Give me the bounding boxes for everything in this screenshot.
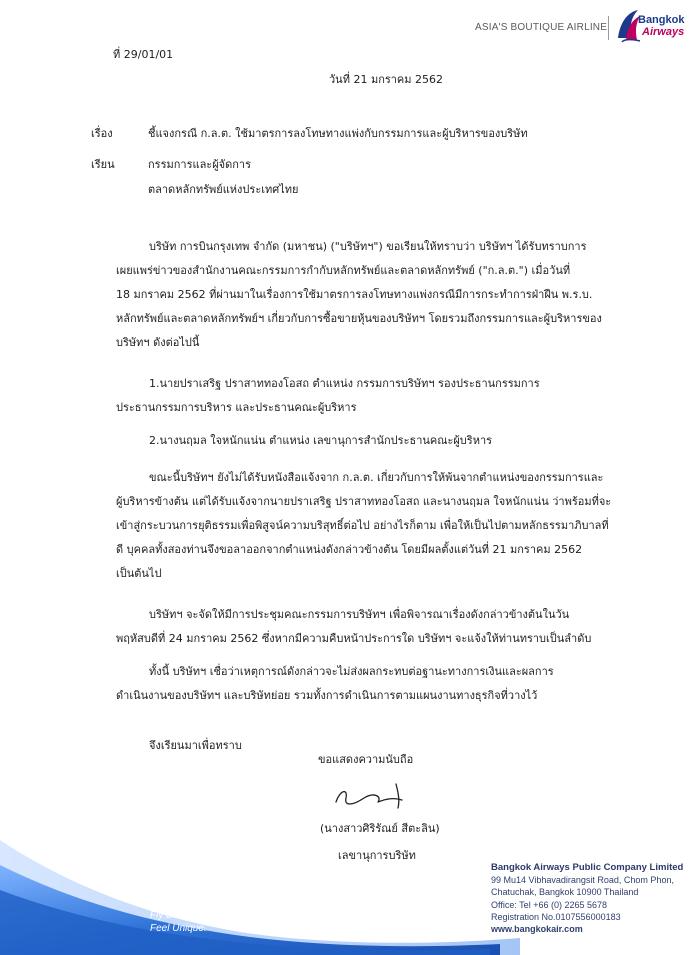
header-tagline: ASIA'S BOUTIQUE AIRLINE	[475, 22, 608, 33]
subject-text: ชี้แจงกรณี ก.ล.ต. ใช้มาตรการลงโทษทางแพ่งกับกรรมการและผู้บริหารของบริษัท	[148, 127, 528, 140]
header-divider	[608, 16, 609, 40]
slogan-line-1: Fly Boutique.	[150, 910, 209, 921]
signer-name: (นางสาวศิริรัณย์ สีตะลิน)	[320, 822, 440, 835]
paragraph-line: 1.นายปราเสริฐ ปราสาททองโอสถ ตำแหน่ง กรรมการบริษัทฯ รองประธานกรรมการ	[149, 377, 540, 390]
website-link[interactable]: www.bangkokair.com	[491, 924, 583, 935]
closing-salutation: ขอแสดงความนับถือ	[318, 753, 414, 766]
signer-title: เลขานุการบริษัท	[338, 849, 416, 862]
paragraph-item-2	[116, 429, 616, 453]
subject-label: เรื่อง	[91, 127, 113, 140]
recipient-line-2: ตลาดหลักทรัพย์แห่งประเทศไทย	[148, 183, 299, 196]
letter-date: วันที่ 21 มกราคม 2562	[329, 73, 444, 86]
logo-line-1: Bangkok	[638, 14, 685, 26]
address-line-2: Chatuchak, Bangkok 10900 Thailand	[491, 887, 639, 898]
address-line-1: 99 Mu14 Vibhavadirangsit Road, Chom Phon,	[491, 875, 674, 886]
paragraph-item-1	[116, 372, 616, 420]
office-phone: Office: Tel +66 (0) 2265 5678	[491, 899, 607, 910]
logo-line-2: Airways	[642, 26, 685, 38]
company-name: Bangkok Airways Public Company Limited	[491, 862, 684, 873]
paragraph-line: ผู้บริหารข้างต้น แต่ได้รับแจ้งจากนายปราเสริฐ ปราสาททองโอสถ และนางนฤมล ใจหนักแน่น ว่าพร้อมที่จะ	[116, 495, 612, 508]
paragraph-line: ดี บุคคลทั้งสองท่านจึงขอลาออกจากตำแหน่งดังกล่าวข้างต้น โดยมีผลตั้งแต่วันที่ 21 มกราคม 2562	[116, 543, 583, 556]
paragraph-meeting	[116, 603, 616, 651]
paragraph-line: บริษัทฯ จะจัดให้มีการประชุมคณะกรรมการบริษัทฯ เพื่อพิจารณาเรื่องดังกล่าวข้างต้นในวัน	[149, 608, 570, 621]
paragraph-line: จึงเรียนมาเพื่อทราบ	[149, 739, 242, 752]
paragraph-line: 18 มกราคม 2562 ที่ผ่านมาในเรื่องการใช้มาตรการลงโทษทางแพ่งกรณีมีการกระทำการฝ่าฝืน พ.ร.บ.	[116, 288, 593, 301]
paragraph-line: 2.นางนฤมล ใจหนักแน่น ตำแหน่ง เลขานุการสำนักประธานคณะผู้บริหาร	[149, 434, 493, 447]
paragraph-line: เป็นต้นไป	[116, 567, 162, 580]
signature-icon	[318, 776, 428, 816]
paragraph-line: พฤหัสบดีที่ 24 มกราคม 2562 ซึ่งหากมีความคืบหน้าประการใด บริษัทฯ จะแจ้งให้ท่านทราบเป็นลำดับ	[116, 632, 592, 645]
paragraph-resignation	[116, 466, 616, 586]
registration-number: Registration No.0107556000183	[491, 911, 621, 922]
paragraph-line: ดำเนินงานของบริษัทฯ และบริษัทย่อย รวมทั้งการดำเนินการตามแผนงานทางธุรกิจที่วางไว้	[116, 689, 538, 702]
paragraph-line: เข้าสู่กระบวนการยุติธรรมเพื่อพิสูจน์ความบริสุทธิ์ต่อไป อย่างไรก็ตาม เพื่อให้เป็นไปตามหลักธรรมาภิบาลที่	[116, 519, 609, 532]
company-info	[491, 862, 683, 935]
recipient-label: เรียน	[91, 158, 115, 171]
paragraph-line: ประธานกรรมการบริหาร และประธานคณะผู้บริหาร	[116, 401, 357, 414]
paragraph-line: บริษัทฯ ดังต่อไปนี้	[116, 336, 200, 349]
logo-wordmark	[638, 14, 684, 38]
footer-slogan	[150, 909, 208, 935]
paragraph-intro	[116, 235, 616, 355]
paragraph-impact	[116, 660, 616, 708]
paragraph-line: บริษัท การบินกรุงเทพ จำกัด (มหาชน) ("บริษัทฯ") ขอเรียนให้ทราบว่า บริษัทฯ ได้รับทราบการ	[149, 240, 587, 253]
recipient-line-1: กรรมการและผู้จัดการ	[148, 158, 251, 171]
paragraph-line: เผยแพร่ข่าวของสำนักงานคณะกรรมการกำกับหลักทรัพย์และตลาดหลักทรัพย์ ("ก.ล.ต.") เมื่อวันที่	[116, 264, 571, 277]
footer-wave-graphic	[0, 820, 520, 955]
paragraph-line: ทั้งนี้ บริษัทฯ เชื่อว่าเหตุการณ์ดังกล่าวจะไม่ส่งผลกระทบต่อฐานะทางการเงินและผลการ	[149, 665, 554, 678]
slogan-line-2: Feel Unique.	[150, 923, 207, 934]
paragraph-line: ขณะนี้บริษัทฯ ยังไม่ได้รับหนังสือแจ้งจาก ก.ล.ต. เกี่ยวกับการให้พ้นจากตำแหน่งของกรรมการและ	[149, 471, 604, 484]
document-number: ที่ 29/01/01	[113, 48, 174, 61]
paragraph-line: หลักทรัพย์และตลาดหลักทรัพย์ฯ เกี่ยวกับการซื้อขายหุ้นของบริษัทฯ โดยรวมถึงกรรมการและผู้บริหารของ	[116, 312, 602, 325]
